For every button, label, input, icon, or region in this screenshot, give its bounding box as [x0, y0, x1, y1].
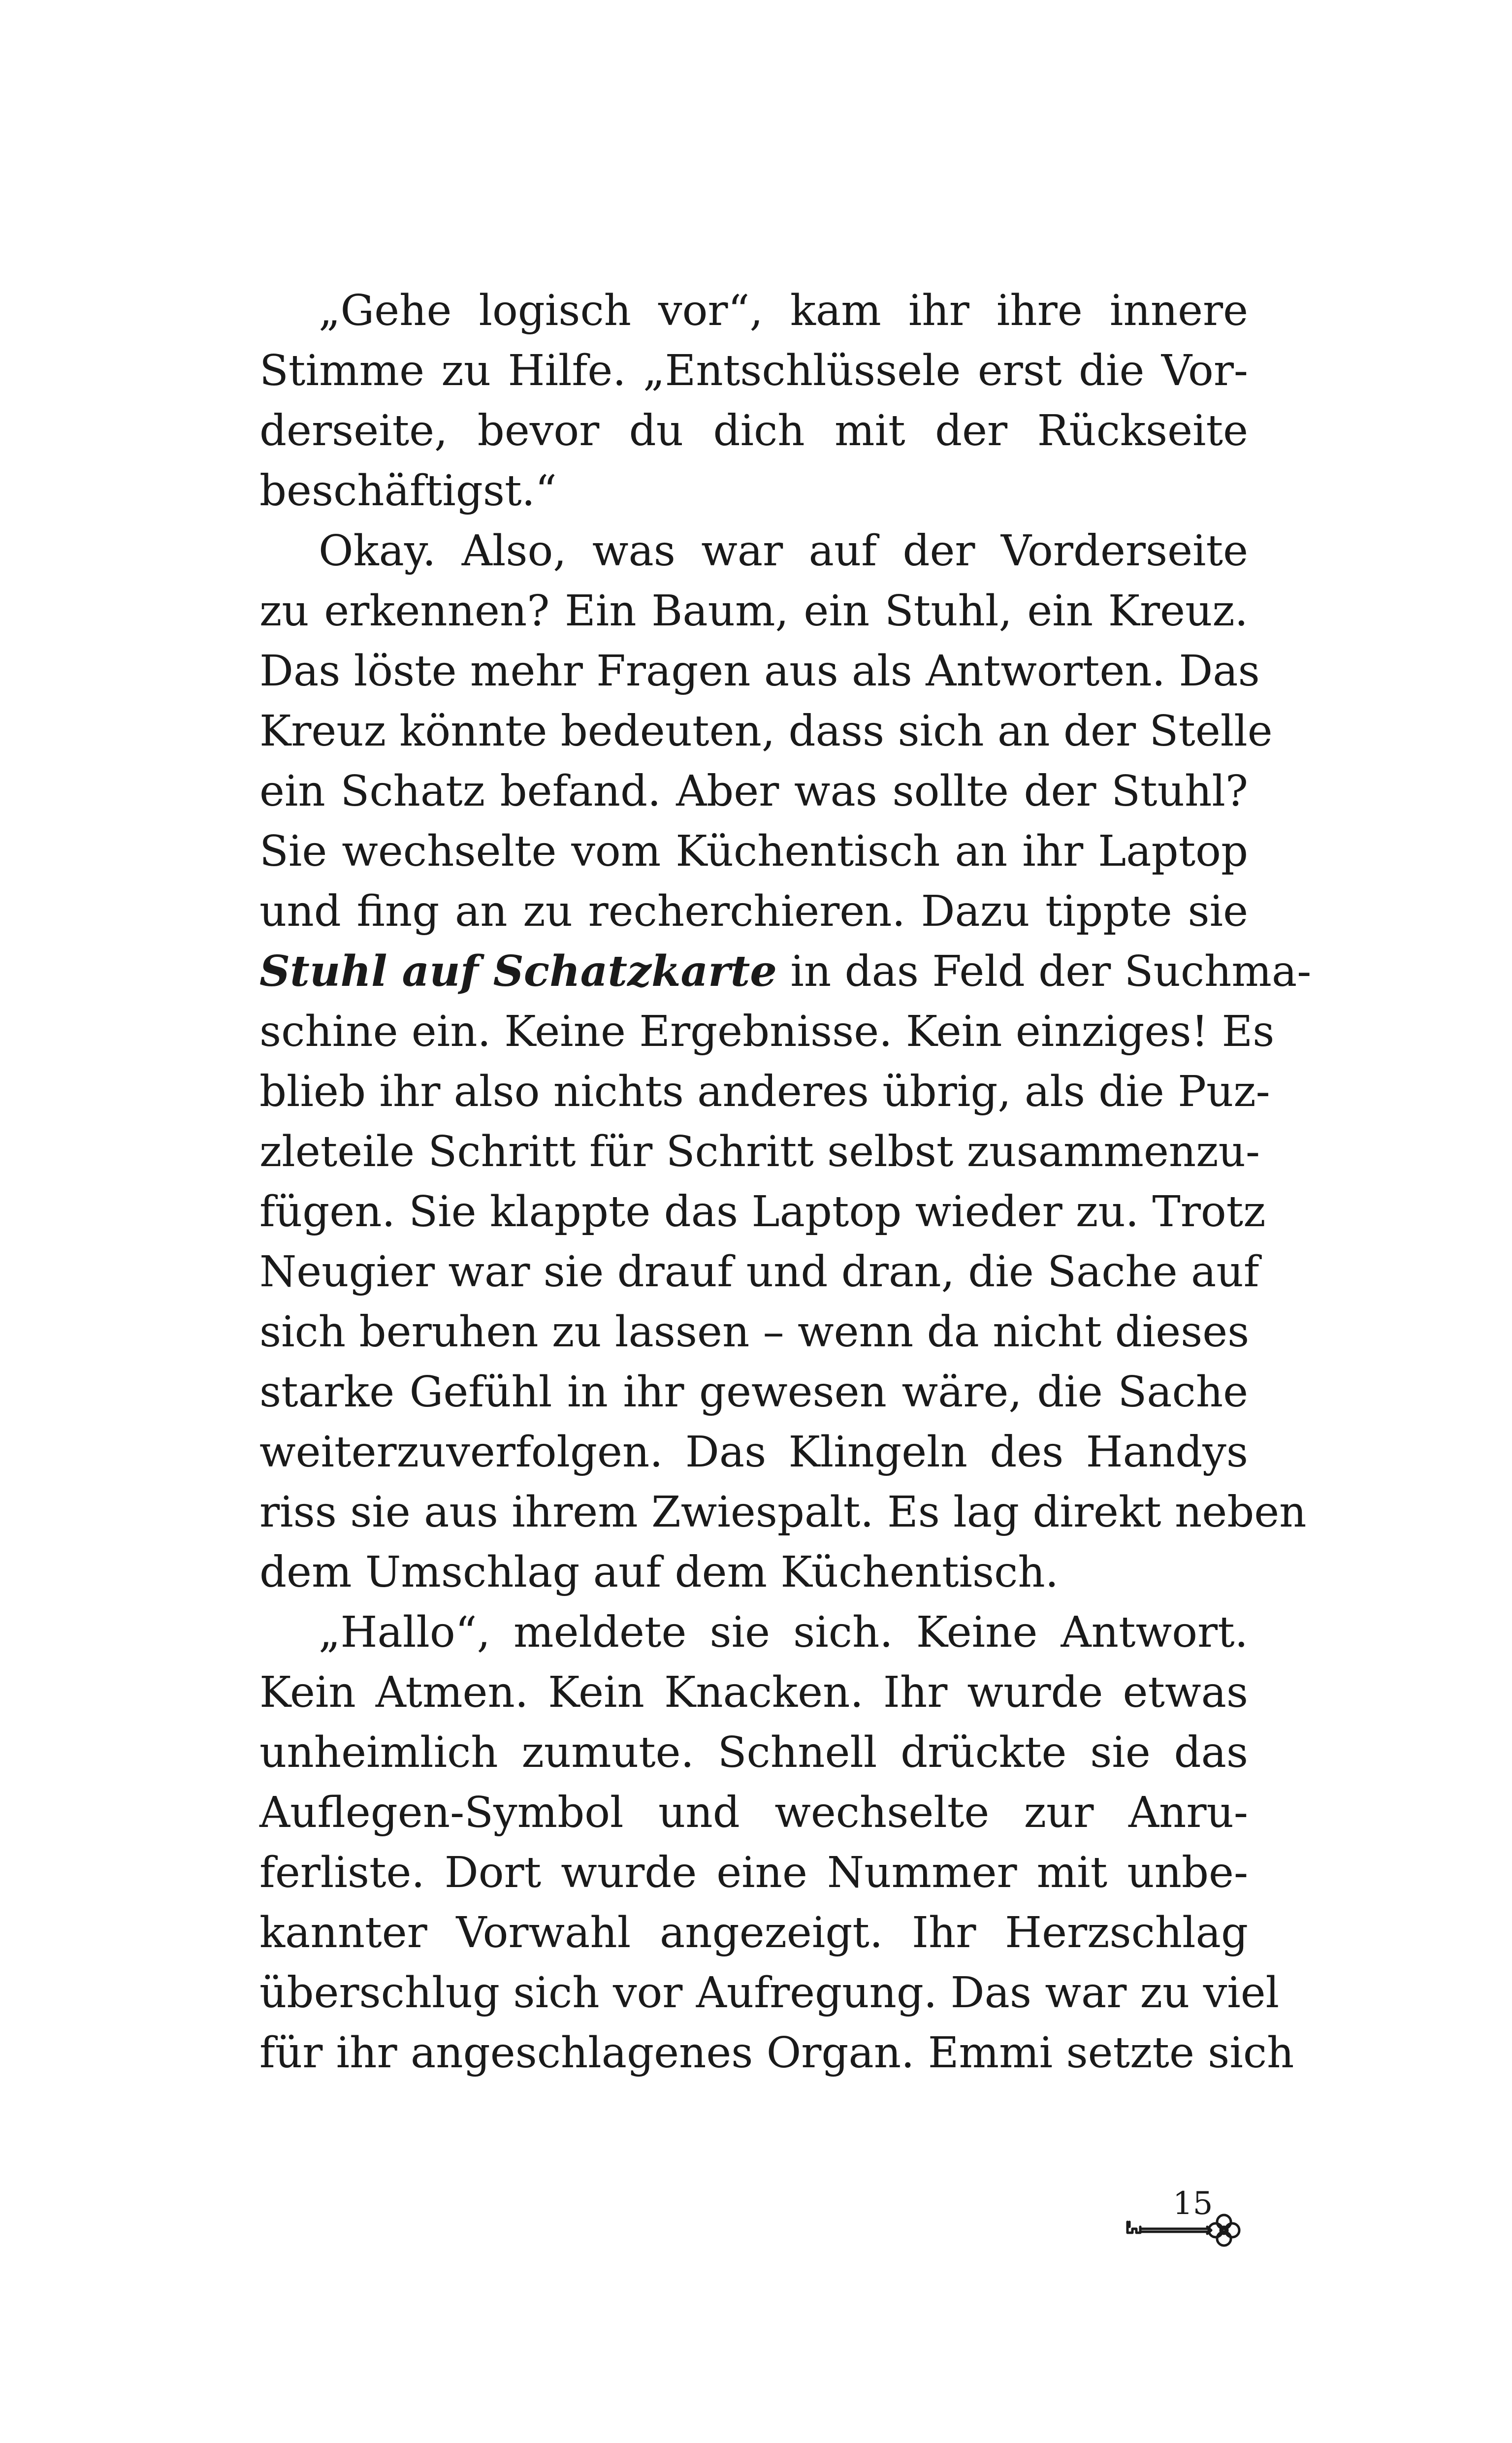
- text-line: ferliste. Dort wurde eine Nummer mit unbe-: [259, 1848, 1248, 1897]
- text-line: ein Schatz befand. Aber was sollte der Stuhl?: [259, 767, 1248, 816]
- text-line: überschlug sich vor Aufregung. Das war zu viel: [259, 1968, 1280, 2018]
- text-line: Stimme zu Hilfe. „Entschlüssele erst die Vor-: [259, 346, 1248, 395]
- text-line: Das löste mehr Fragen aus als Antworten. Das: [259, 647, 1260, 696]
- text-line: riss sie aus ihrem Zwiespalt. Es lag direkt neben: [259, 1488, 1307, 1537]
- key-icon: [1123, 2207, 1251, 2247]
- text-line: Sie wechselte vom Küchentisch an ihr Laptop: [259, 827, 1248, 876]
- text-line: zleteile Schritt für Schritt selbst zusammenzu-: [259, 1127, 1260, 1176]
- text-line: Neugier war sie drauf und dran, die Sache auf: [259, 1247, 1259, 1297]
- text-line: sich beruhen zu lassen – wenn da nicht dieses: [259, 1307, 1250, 1357]
- text-line-emphasis: [259, 942, 1312, 1002]
- text-line: fügen. Sie klappte das Laptop wieder zu. Trotz: [259, 1187, 1266, 1237]
- emphasized-phrase: Stuhl auf Schatzkarte: [259, 946, 777, 996]
- text-line: unheimlich zumute. Schnell drückte sie das: [259, 1728, 1248, 1777]
- text-line-rest: in das Feld der Suchma-: [777, 947, 1312, 996]
- text-line: Okay. Also, was war auf der Vorderseite: [319, 526, 1248, 576]
- text-line: und fing an zu recherchieren. Dazu tippte sie: [259, 887, 1248, 936]
- text-line: schine ein. Keine Ergebnisse. Kein einziges! Es: [259, 1007, 1275, 1056]
- text-line: blieb ihr also nichts anderes übrig, als die Puz-: [259, 1067, 1270, 1116]
- page-number: 15: [1173, 2185, 1213, 2222]
- text-line: derseite, bevor du dich mit der Rückseite: [259, 406, 1248, 456]
- text-line: starke Gefühl in ihr gewesen wäre, die Sache: [259, 1368, 1248, 1417]
- body-text: [259, 281, 1312, 2083]
- page-footer: [1123, 2186, 1251, 2250]
- text-line: für ihr angeschlagenes Organ. Emmi setzte sich: [259, 2028, 1294, 2078]
- text-line: Kein Atmen. Kein Knacken. Ihr wurde etwas: [259, 1668, 1248, 1717]
- text-line: kannter Vorwahl angezeigt. Ihr Herzschlag: [259, 1908, 1248, 1957]
- text-line: zu erkennen? Ein Baum, ein Stuhl, ein Kreuz.: [259, 586, 1248, 636]
- text-line: Kreuz könnte bedeuten, dass sich an der Stelle: [259, 707, 1273, 756]
- text-line: „Gehe logisch vor“, kam ihr ihre innere: [319, 286, 1248, 335]
- text-line: „Hallo“, meldete sie sich. Keine Antwort.: [319, 1608, 1248, 1657]
- text-line: beschäftigst.“: [259, 466, 557, 516]
- text-line: weiterzuverfolgen. Das Klingeln des Handys: [259, 1428, 1248, 1477]
- text-line: Auflegen-Symbol und wechselte zur Anru-: [259, 1788, 1248, 1837]
- text-line: dem Umschlag auf dem Küchentisch.: [259, 1548, 1059, 1597]
